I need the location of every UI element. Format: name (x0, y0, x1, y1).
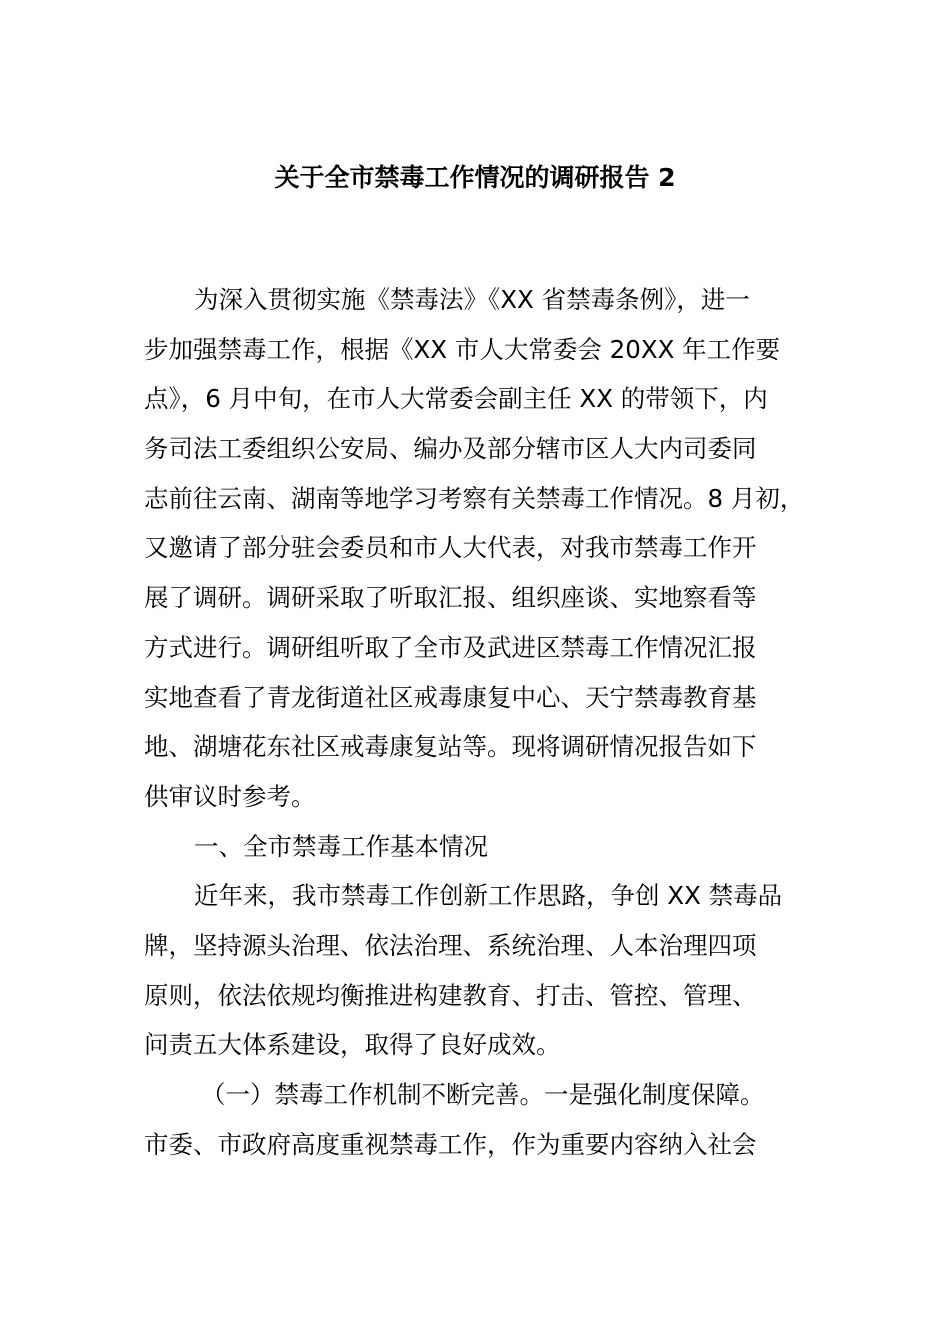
text-line: 市委、市政府高度重视禁毒工作，作为重要内容纳入社会 (144, 1129, 757, 1159)
text-line: 方式进行。调研组听取了全市及武进区禁毒工作情况汇报 (144, 632, 757, 662)
text-line: 志前往云南、湖南等地学习考察有关禁毒工作情况。8 月初， (144, 483, 805, 513)
text-line: 原则，依法依规均衡推进构建教育、打击、管控、管理、 (144, 980, 757, 1010)
text-line: 步加强禁毒工作，根据《XX 市人大常委会 20XX 年工作要 (144, 334, 781, 364)
text-line: 务司法工委组织公安局、编办及部分辖市区人大内司委同 (144, 434, 757, 464)
document-title: 关于全市禁毒工作情况的调研报告 2 (274, 163, 676, 192)
text-line: 展了调研。调研采取了听取汇报、组织座谈、实地察看等 (144, 583, 757, 613)
document-body (144, 275, 834, 1169)
text-line: 为深入贯彻实施《禁毒法》《XX 省禁毒条例》，进一 (194, 285, 750, 314)
text-line: 又邀请了部分驻会委员和市人大代表，对我市禁毒工作开 (144, 533, 757, 563)
text-line: 地、湖塘花东社区戒毒康复站等。现将调研情况报告如下 (144, 732, 757, 762)
text-line: 问责五大体系建设，取得了良好成效。 (144, 1030, 561, 1060)
text-line: 供审议时参考。 (144, 781, 316, 811)
text-line: 近年来，我市禁毒工作创新工作思路，争创 XX 禁毒品 (194, 881, 783, 911)
text-line: 牌，坚持源头治理、依法治理、系统治理、人本治理四项 (144, 930, 757, 960)
section-heading: 一、全市禁毒工作基本情况 (194, 831, 488, 861)
text-line: 实地查看了青龙街道社区戒毒康复中心、天宁禁毒教育基 (144, 682, 757, 712)
subsection-heading: （一）禁毒工作机制不断完善。一是强化制度保障。 (201, 1080, 765, 1109)
text-line: 点》，6 月中旬，在市人大常委会副主任 XX 的带领下，内 (144, 384, 768, 414)
